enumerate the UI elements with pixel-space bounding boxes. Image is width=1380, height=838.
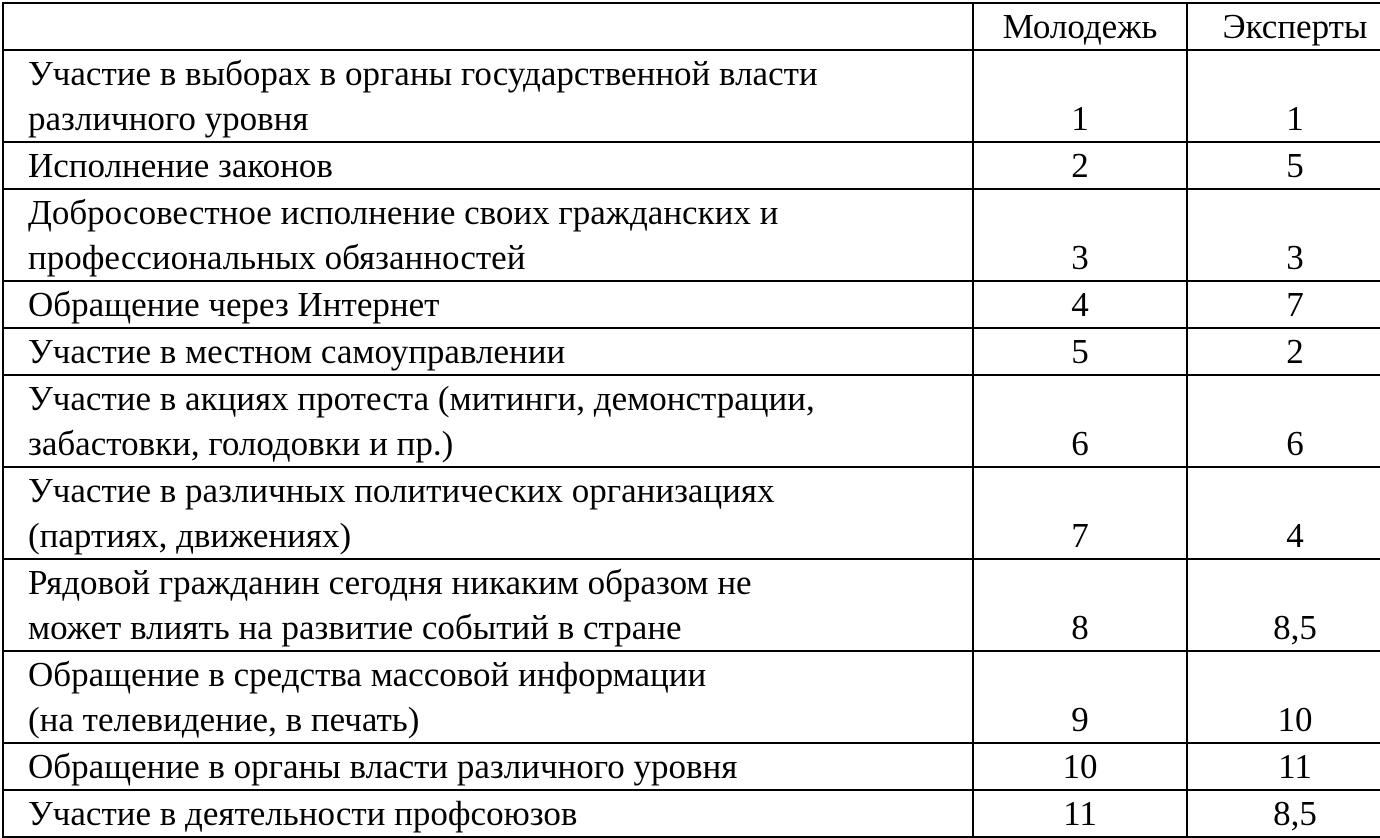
category-text-line: Участие в акциях протеста (митинги, демонстрации, bbox=[28, 379, 815, 418]
category-text-line: (на телевидение, в печать) bbox=[28, 700, 420, 739]
category-cell bbox=[3, 743, 973, 790]
youth-rank-cell: 7 bbox=[973, 467, 1187, 559]
category-cell bbox=[3, 467, 973, 559]
youth-rank-cell: 4 bbox=[973, 281, 1187, 328]
ranking-table bbox=[2, 2, 1380, 838]
category-text-line: Добросовестное исполнение своих гражданских и bbox=[28, 193, 779, 232]
youth-rank-cell: 11 bbox=[973, 790, 1187, 837]
ranking-table-body bbox=[3, 3, 1380, 837]
table-row bbox=[3, 189, 1380, 281]
category-cell bbox=[3, 375, 973, 467]
table-row bbox=[3, 790, 1380, 837]
category-cell bbox=[3, 328, 973, 375]
youth-rank-cell: 6 bbox=[973, 375, 1187, 467]
category-cell bbox=[3, 790, 973, 837]
experts-rank-cell: 7 bbox=[1187, 281, 1380, 328]
experts-rank-cell: 11 bbox=[1187, 743, 1380, 790]
experts-rank-cell: 5 bbox=[1187, 142, 1380, 189]
category-text-line: (партиях, движениях) bbox=[28, 516, 352, 555]
category-text-line: различного уровня bbox=[28, 99, 309, 138]
table-row bbox=[3, 559, 1380, 651]
header-cell-youth: Молодежь bbox=[973, 3, 1187, 50]
experts-rank-cell: 2 bbox=[1187, 328, 1380, 375]
table-row bbox=[3, 50, 1380, 142]
category-text-line: Участие в деятельности профсоюзов bbox=[28, 794, 578, 833]
experts-rank-cell: 8,5 bbox=[1187, 790, 1380, 837]
table-row bbox=[3, 467, 1380, 559]
category-text-line: Обращение через Интернет bbox=[28, 285, 440, 324]
experts-rank-cell: 8,5 bbox=[1187, 559, 1380, 651]
table-row bbox=[3, 375, 1380, 467]
header-row bbox=[3, 3, 1380, 50]
category-cell bbox=[3, 281, 973, 328]
experts-rank-cell: 1 bbox=[1187, 50, 1380, 142]
category-text-line: Участие в различных политических организациях bbox=[28, 471, 775, 510]
youth-rank-cell: 5 bbox=[973, 328, 1187, 375]
table-row bbox=[3, 743, 1380, 790]
experts-rank-cell: 3 bbox=[1187, 189, 1380, 281]
category-text-line: Рядовой гражданин сегодня никаким образом не bbox=[28, 563, 752, 602]
table-row bbox=[3, 142, 1380, 189]
category-text-line: Исполнение законов bbox=[28, 146, 333, 185]
header-cell-empty bbox=[3, 3, 973, 50]
youth-rank-cell: 1 bbox=[973, 50, 1187, 142]
youth-rank-cell: 2 bbox=[973, 142, 1187, 189]
table-row bbox=[3, 328, 1380, 375]
experts-rank-cell: 6 bbox=[1187, 375, 1380, 467]
category-text-line: Участие в выборах в органы государственной власти bbox=[28, 54, 818, 93]
category-text-line: Участие в местном самоуправлении bbox=[28, 332, 566, 371]
youth-rank-cell: 10 bbox=[973, 743, 1187, 790]
category-cell bbox=[3, 50, 973, 142]
experts-rank-cell: 10 bbox=[1187, 651, 1380, 743]
experts-rank-cell: 4 bbox=[1187, 467, 1380, 559]
category-cell bbox=[3, 559, 973, 651]
category-cell bbox=[3, 189, 973, 281]
category-cell bbox=[3, 651, 973, 743]
youth-rank-cell: 9 bbox=[973, 651, 1187, 743]
category-text-line: забастовки, голодовки и пр.) bbox=[28, 424, 454, 463]
table-row bbox=[3, 651, 1380, 743]
category-text-line: профессиональных обязанностей bbox=[28, 238, 526, 277]
category-text-line: Обращение в средства массовой информации bbox=[28, 655, 707, 694]
category-cell bbox=[3, 142, 973, 189]
youth-rank-cell: 3 bbox=[973, 189, 1187, 281]
youth-rank-cell: 8 bbox=[973, 559, 1187, 651]
header-cell-experts: Эксперты bbox=[1187, 3, 1380, 50]
category-text-line: может влиять на развитие событий в стране bbox=[28, 608, 682, 647]
table-row bbox=[3, 281, 1380, 328]
category-text-line: Обращение в органы власти различного уровня bbox=[28, 747, 738, 786]
